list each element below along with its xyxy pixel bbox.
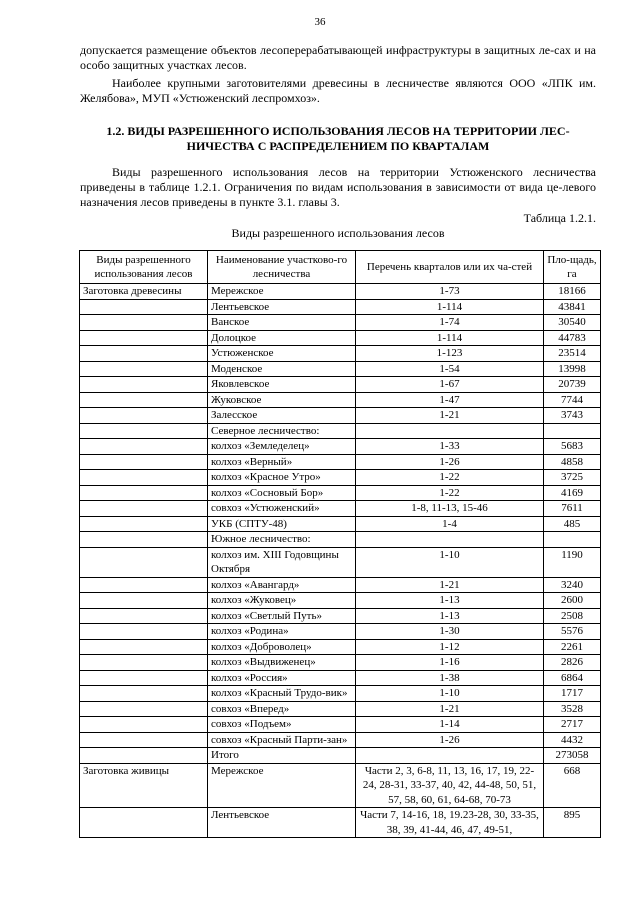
table-row [80,330,601,346]
table-row [80,808,601,838]
use-type-timber [80,408,208,424]
total-value: 273058 [544,748,601,764]
quarters-list: 1-47 [356,392,544,408]
area-value: 4858 [544,454,601,470]
quarters-list: 1-4 [356,516,544,532]
quarters-list: 1-33 [356,439,544,455]
table-row [80,299,601,315]
area-value: 43841 [544,299,601,315]
quarters-list: 1-10 [356,547,544,577]
use-type-timber [80,485,208,501]
district-name: колхоз им. XIII Годовщины Октября [208,547,356,577]
use-type-timber [80,608,208,624]
district-name: совхоз «Вперед» [208,701,356,717]
quarters-list: 1-26 [356,732,544,748]
paragraph-table-intro: Виды разрешенного использования лесов на территории Устюженского лесничества приведены в таблице 1.2.1. Ограничения по видам использования в зависимости от вида це-левого назначения лесов приведены в пункте 3.1. главы 3. [80,165,596,209]
use-type-timber [80,361,208,377]
quarters-list: Части 7, 14-16, 18, 19.23-28, 30, 33-35, 38, 39, 41-44, 46, 47, 49-51, [356,808,544,838]
district-name: Ванское [208,315,356,331]
total-label: Итого [208,748,356,764]
total-quarters [356,748,544,764]
quarters-list: Части 2, 3, 6-8, 11, 13, 16, 17, 19, 22-24, 28-31, 33-37, 40, 42, 44-48, 50, 51, 57, 58, 60, 61, 64-68, 70-73 [356,763,544,808]
quarters-list: 1-21 [356,408,544,424]
quarters-list: 1-10 [356,686,544,702]
area-value: 30540 [544,315,601,331]
area-value: 7744 [544,392,601,408]
district-name: Моденское [208,361,356,377]
table-row [80,732,601,748]
use-type-timber [80,315,208,331]
area-value: 5683 [544,439,601,455]
district-name: колхоз «Красный Трудо-вик» [208,686,356,702]
use-type-timber: Заготовка древесины [80,284,208,300]
district-name: колхоз «Выдвиженец» [208,655,356,671]
district-name: колхоз «Доброволец» [208,639,356,655]
table-row [80,655,601,671]
district-name: совхоз «Подъем» [208,717,356,733]
use-type-timber [80,670,208,686]
quarters-list: 1-21 [356,577,544,593]
quarters-list: 1-8, 11-13, 15-46 [356,501,544,517]
area-value: 44783 [544,330,601,346]
district-name: колхоз «Россия» [208,670,356,686]
use-type-timber [80,577,208,593]
district-name: колхоз «Светлый Путь» [208,608,356,624]
district-name: Жуковское [208,392,356,408]
area-value: 668 [544,763,601,808]
quarters-list: 1-13 [356,608,544,624]
table-row [80,470,601,486]
table-row [80,532,601,548]
paragraph-infrastructure: допускается размещение объектов лесоперерабатывающей инфраструктуры в защитных ле-сах и на особо защитных участках лесов. [80,43,596,72]
use-type-resin [80,808,208,838]
use-type-timber [80,392,208,408]
use-type-timber [80,701,208,717]
district-name: колхоз «Красное Утро» [208,470,356,486]
quarters-list: 1-67 [356,377,544,393]
district-name: колхоз «Сосновый Бор» [208,485,356,501]
use-type-timber [80,470,208,486]
use-type-timber [80,454,208,470]
table-row [80,485,601,501]
quarters-list: 1-38 [356,670,544,686]
district-name: Лентьевское [208,299,356,315]
use-type-timber [80,639,208,655]
table-row [80,608,601,624]
quarters-list [356,423,544,439]
quarters-list [356,532,544,548]
district-name: колхоз «Авангард» [208,577,356,593]
area-value: 895 [544,808,601,838]
table-row [80,763,601,808]
table-header-row [80,251,601,284]
table-row [80,670,601,686]
table-row [80,639,601,655]
header-area: Пло-щадь, га [544,251,601,284]
quarters-list: 1-114 [356,299,544,315]
use-type-timber [80,732,208,748]
district-name: колхоз «Жуковец» [208,593,356,609]
quarters-list: 1-13 [356,593,544,609]
table-title: Виды разрешенного использования лесов [231,226,445,240]
area-value: 5576 [544,624,601,640]
table-row [80,284,601,300]
quarters-list: 1-22 [356,470,544,486]
district-name: Лентьевское [208,808,356,838]
use-type-timber [80,377,208,393]
use-type-timber [80,423,208,439]
use-type-timber [80,717,208,733]
quarters-list: 1-21 [356,701,544,717]
table-row [80,624,601,640]
area-value: 485 [544,516,601,532]
table-row [80,361,601,377]
district-name: Мережское [208,284,356,300]
use-type-timber [80,299,208,315]
header-quarters: Перечень кварталов или их ча-стей [356,251,544,284]
area-value: 1190 [544,547,601,577]
district-name: Северное лесничество: [208,423,356,439]
quarters-list: 1-22 [356,485,544,501]
area-value: 20739 [544,377,601,393]
table-row [80,516,601,532]
district-name: колхоз «Верный» [208,454,356,470]
header-use-type: Виды разрешенного использования лесов [80,251,208,284]
table-row [80,686,601,702]
area-value: 23514 [544,346,601,362]
quarters-list: 1-30 [356,624,544,640]
district-name: Южное лесничество: [208,532,356,548]
quarters-list: 1-73 [356,284,544,300]
quarters-list: 1-16 [356,655,544,671]
area-value: 2600 [544,593,601,609]
area-value: 2826 [544,655,601,671]
use-type-timber [80,593,208,609]
use-type-timber [80,346,208,362]
use-type-timber [80,547,208,577]
table-row [80,315,601,331]
table-reference: Таблица 1.2.1. [523,211,596,225]
table-row [80,547,601,577]
area-value [544,532,601,548]
table-row [80,501,601,517]
district-name: колхоз «Родина» [208,624,356,640]
district-name: УКБ (СПТУ-48) [208,516,356,532]
table-row [80,392,601,408]
use-type-timber [80,516,208,532]
table-row [80,439,601,455]
use-type-timber [80,501,208,517]
section-heading: 1.2. ВИДЫ РАЗРЕШЕННОГО ИСПОЛЬЗОВАНИЯ ЛЕСОВ НА ТЕРРИТОРИИ ЛЕС-НИЧЕСТВА С РАСПРЕДЕЛЕНИЕМ ПО КВАРТАЛАМ [106,124,570,153]
district-name: Устюженское [208,346,356,362]
paragraph-harvesters: Наиболее крупными заготовителями древесины в лесничестве являются ООО «ЛПК им. Желябова», МУП «Устюженский леспромхоз». [80,76,596,105]
quarters-list: 1-54 [356,361,544,377]
area-value: 7611 [544,501,601,517]
use-type-timber [80,624,208,640]
use-type-resin: Заготовка живицы [80,763,208,808]
total-row [80,748,601,764]
use-type-timber [80,439,208,455]
quarters-list: 1-114 [356,330,544,346]
use-type-timber [80,748,208,764]
area-value: 18166 [544,284,601,300]
table-row [80,577,601,593]
use-type-timber [80,655,208,671]
area-value: 4169 [544,485,601,501]
quarters-list: 1-123 [356,346,544,362]
table-row [80,454,601,470]
district-name: колхоз «Земледелец» [208,439,356,455]
header-district: Наименование участково-го лесничества [208,251,356,284]
district-name: Долоцкое [208,330,356,346]
table-row [80,408,601,424]
area-value: 2717 [544,717,601,733]
district-name: совхоз «Устюженский» [208,501,356,517]
quarters-list: 1-26 [356,454,544,470]
table-row [80,377,601,393]
use-type-timber [80,686,208,702]
area-value: 3240 [544,577,601,593]
table-row [80,701,601,717]
area-value: 3725 [544,470,601,486]
table-row [80,423,601,439]
quarters-list: 1-14 [356,717,544,733]
table-row [80,717,601,733]
quarters-list: 1-74 [356,315,544,331]
quarters-list: 1-12 [356,639,544,655]
area-value: 2508 [544,608,601,624]
area-value: 1717 [544,686,601,702]
use-type-timber [80,532,208,548]
area-value: 2261 [544,639,601,655]
use-type-timber [80,330,208,346]
area-value: 3528 [544,701,601,717]
area-value [544,423,601,439]
district-name: Мережское [208,763,356,808]
area-value: 6864 [544,670,601,686]
table-row [80,593,601,609]
page-number: 36 [314,16,326,28]
area-value: 13998 [544,361,601,377]
district-name: Яковлевское [208,377,356,393]
district-name: Залесское [208,408,356,424]
table-row [80,346,601,362]
forest-use-table [79,250,601,838]
area-value: 4432 [544,732,601,748]
district-name: совхоз «Красный Парти-зан» [208,732,356,748]
area-value: 3743 [544,408,601,424]
